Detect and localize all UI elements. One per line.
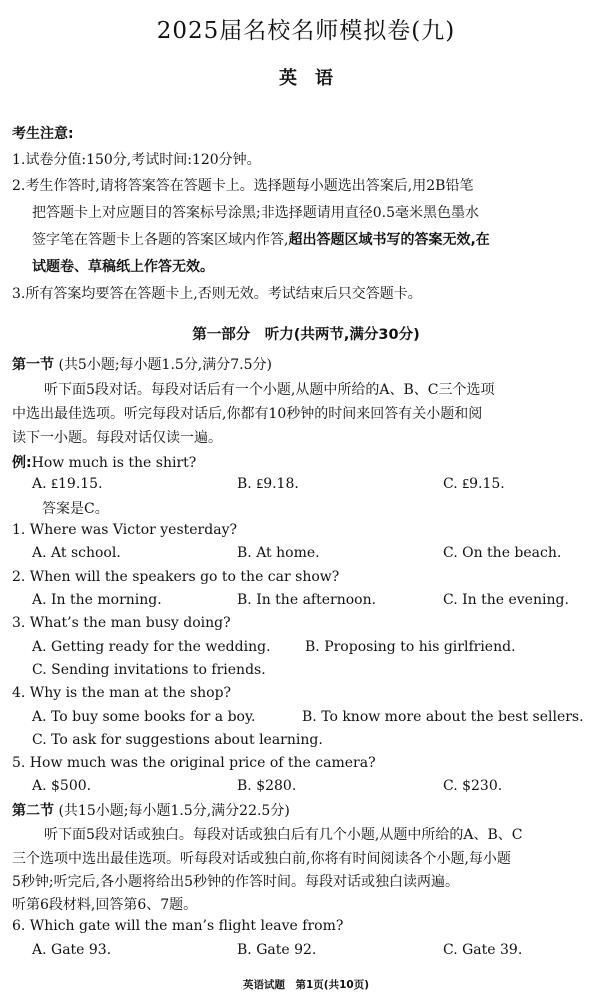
question-2: 2. When will the speakers go to the car show? — [12, 569, 340, 585]
section-2-label: 第二节 — [12, 803, 54, 819]
question-3-option-a: A. Getting ready for the wedding. — [32, 639, 271, 655]
section-1-instruction-line-2: 中选出最佳选项。听完每段对话后,你都有10秒钟的时间来回答有关小题和阅 — [12, 406, 483, 422]
example-question — [12, 452, 196, 472]
example-question-text: How much is the shirt? — [31, 455, 197, 471]
question-4: 4. Why is the man at the shop? — [12, 685, 232, 701]
question-6-option-a: A. Gate 93. — [32, 942, 112, 958]
section-2-material-note: 听第6段材料,回答第6、7题。 — [12, 897, 198, 913]
section-2-instruction-line-1: 听下面5段对话或独白。每段对话或独白后有几个小题,从题中所给的A、B、C — [44, 827, 523, 843]
section-2-info: (共15小题;每小题1.5分,满分22.5分) — [58, 803, 290, 819]
notice-item-2-line-1: 2.考生作答时,请将答案答在答题卡上。选择题每小题选出答案后,用2B铅笔 — [12, 178, 474, 194]
question-5-option-c: C. $230. — [443, 778, 503, 794]
question-2-option-a: A. In the morning. — [32, 592, 162, 608]
question-5-option-a: A. $500. — [32, 778, 92, 794]
example-option-b: B. ₤9.18. — [237, 476, 299, 492]
question-4-option-c: C. To ask for suggestions about learning. — [32, 732, 323, 748]
notice-heading: 考生注意: — [12, 126, 74, 142]
question-1-option-a: A. At school. — [32, 545, 121, 561]
notice-item-2-line-2: 把答题卡上对应题目的答案标号涂黑;非选择题请用直径0.5毫米黑色墨水 — [32, 205, 479, 221]
section-2-instruction-line-3: 5秒钟;听完后,各小题将给出5秒钟的作答时间。每段对话或独白读两遍。 — [12, 874, 459, 890]
question-5: 5. How much was the original price of the camera? — [12, 755, 376, 771]
section-1-header — [12, 355, 272, 375]
question-3-option-c: C. Sending invitations to friends. — [32, 662, 266, 678]
question-3-option-b: B. Proposing to his girlfriend. — [305, 639, 516, 655]
question-1: 1. Where was Victor yesterday? — [12, 522, 237, 538]
question-6-option-b: B. Gate 92. — [237, 942, 317, 958]
page-footer: 英语试题 第1页(共10页) — [242, 979, 369, 991]
notice-item-2-line-3-bold: 超出答题区域书写的答案无效,在 — [288, 232, 490, 248]
section-1-info: (共5小题;每小题1.5分,满分7.5分) — [58, 357, 272, 373]
notice-item-2-line-3-normal: 签字笔在答题卡上各题的答案区域内作答, — [32, 232, 289, 248]
section-2-header — [12, 801, 290, 821]
question-4-option-a: A. To buy some books for a boy. — [32, 709, 256, 725]
section-1-label: 第一节 — [12, 357, 54, 373]
question-2-option-b: B. In the afternoon. — [237, 592, 377, 608]
part-1-title: 第一部分 听力(共两节,满分30分) — [192, 327, 420, 343]
question-1-option-b: B. At home. — [237, 545, 320, 561]
section-1-instruction-line-1: 听下面5段对话。每段对话后有一个小题,从题中所给的A、B、C三个选项 — [44, 382, 495, 398]
exam-title: 2025届名校名师模拟卷(九) — [156, 18, 456, 44]
question-6: 6. Which gate will the man’s flight leave from? — [12, 918, 344, 934]
notice-item-3: 3.所有答案均要答在答题卡上,否则无效。考试结束后只交答题卡。 — [12, 286, 422, 302]
question-2-option-c: C. In the evening. — [443, 592, 569, 608]
section-2-instruction-line-2: 三个选项中选出最佳选项。听每段对话或独白前,你将有时间阅读各个小题,每小题 — [12, 851, 511, 867]
question-1-option-c: C. On the beach. — [443, 545, 562, 561]
notice-item-1: 1.试卷分值:150分,考试时间:120分钟。 — [12, 152, 261, 168]
notice-item-2-line-4: 试题卷、草稿纸上作答无效。 — [32, 259, 214, 275]
example-option-a: A. ₤19.15. — [32, 476, 103, 492]
section-1-instruction-line-3: 读下一小题。每段对话仅读一遍。 — [12, 430, 222, 446]
example-label: 例: — [12, 455, 32, 471]
question-4-option-b: B. To know more about the best sellers. — [302, 709, 584, 725]
example-option-c: C. ₤9.15. — [443, 476, 505, 492]
question-3: 3. What’s the man busy doing? — [12, 615, 231, 631]
question-5-option-b: B. $280. — [237, 778, 297, 794]
question-6-option-c: C. Gate 39. — [443, 942, 523, 958]
subject-heading: 英 语 — [279, 68, 333, 89]
example-answer: 答案是C。 — [42, 501, 109, 517]
notice-item-2-line-3 — [32, 230, 490, 250]
